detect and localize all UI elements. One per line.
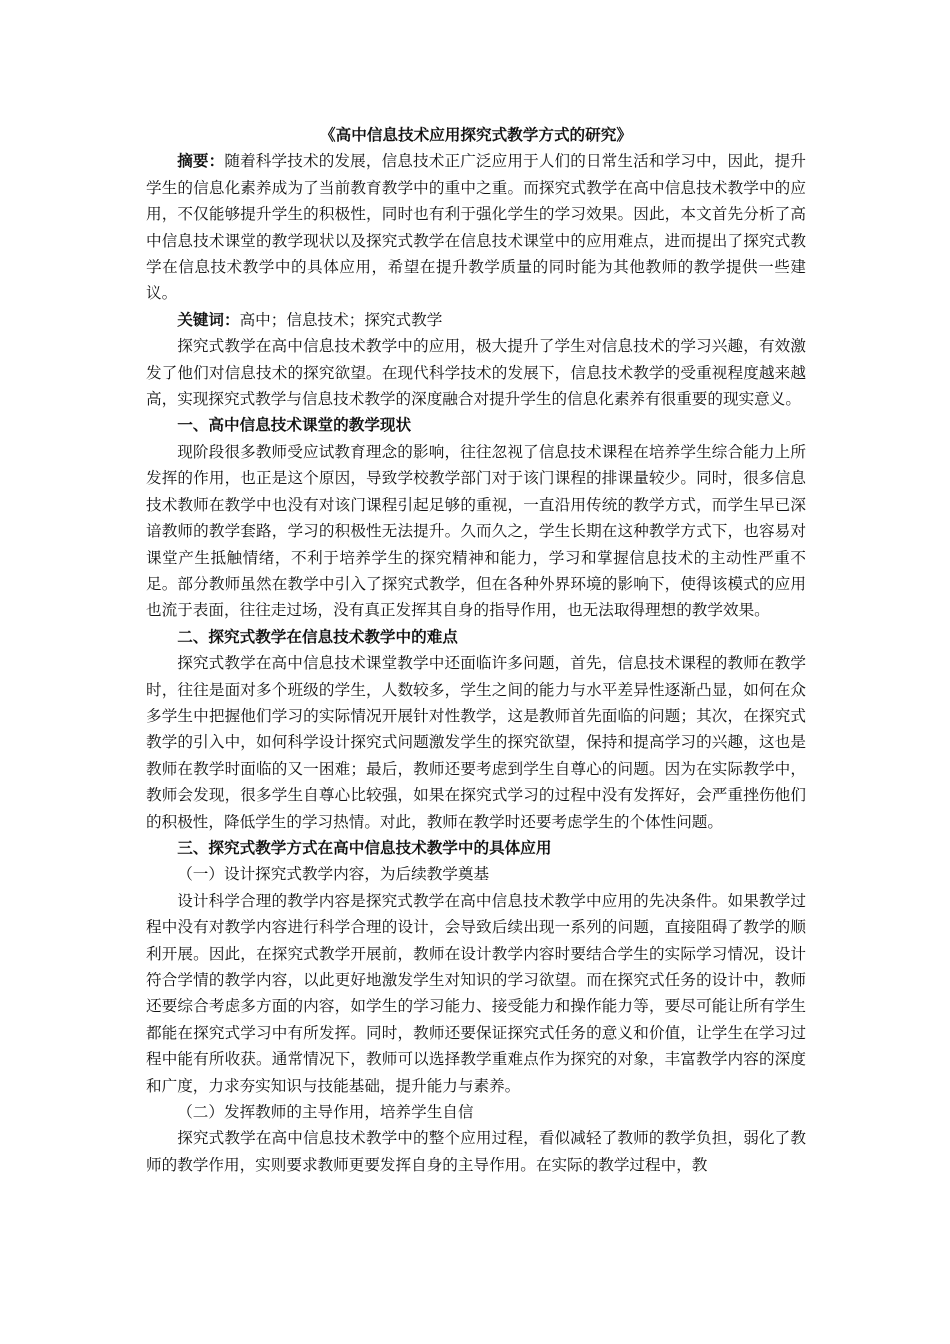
- subsection1-paragraph: 设计科学合理的教学内容是探究式教学在高中信息技术教学中应用的先决条件。如果教学过程中没有对教学内容进行科学合理的设计，会导致后续出现一系列的问题，直接阻碍了教学的顺利开展。因此，在探究式教学开展前，教师在设计教学内容时要结合学生的实际学习情况，设计符合学情的教学内容，以此更好地激发学生对知识的学习欲望。而在探究式任务的设计中，教师还要综合考虑多方面的内容，如学生的学习能力、接受能力和操作能力等，要尽可能让所有学生都能在探究式学习中有所发挥。同时，教师还要保证探究式任务的意义和价值，让学生在学习过程中能有所收获。通常情况下，教师可以选择教学重难点作为探究的对象，丰富教学内容的深度和广度，力求夯实知识与技能基础，提升能力与素养。: [146, 891, 806, 1095]
- intro-paragraph: 探究式教学在高中信息技术教学中的应用，极大提升了学生对信息技术的学习兴趣，有效激发了他们对信息技术的探究欲望。在现代科学技术的发展下，信息技术教学的受重视程度越来越高，实现探究式教学与信息技术教学的深度融合对提升学生的信息化素养有很重要的现实意义。: [146, 337, 806, 409]
- keywords-paragraph: [146, 307, 806, 333]
- subsection2-heading: （二）发挥教师的主导作用，培养学生自信: [177, 1103, 474, 1122]
- abstract-paragraph: [146, 148, 806, 306]
- document-page: [146, 122, 806, 1178]
- section2-paragraph: 探究式教学在高中信息技术课堂教学中还面临许多问题，首先，信息技术课程的教师在教学时，往往是面对多个班级的学生，人数较多，学生之间的能力与水平差异性逐渐凸显，如何在众多学生中把握他们学习的实际情况开展针对性教学，这是教师首先面临的问题；其次，在探究式教学的引入中，如何科学设计探究式问题激发学生的探究欲望，保持和提高学习的兴趣，这也是教师在教学时面临的又一困难；最后，教师还要考虑到学生自尊心的问题。因为在实际教学中，教师会发现，很多学生自尊心比较强，如果在探究式学习的过程中没有发挥好，会严重挫伤他们的积极性，降低学生的学习热情。对此，教师在教学时还要考虑学生的个体性问题。: [146, 654, 806, 831]
- subsection1-heading: （一）设计探究式教学内容，为后续教学奠基: [177, 865, 490, 884]
- document-title: 《高中信息技术应用探究式教学方式的研究》: [320, 126, 632, 144]
- keywords-text: 高中；信息技术；探究式教学: [239, 310, 443, 329]
- section1-paragraph: 现阶段很多教师受应试教育理念的影响，往往忽视了信息技术课程在培养学生综合能力上所发挥的作用，也正是这个原因，导致学校教学部门对于该门课程的排课量较少。同时，很多信息技术教师在教学中也没有对该门课程引起足够的重视，一直沿用传统的教学方式，而学生早已深谙教师的教学套路，学习的积极性无法提升。久而久之，学生长期在这种教学方式下，也容易对课堂产生抵触情绪，不利于培养学生的探究精神和能力，学习和掌握信息技术的主动性严重不足。部分教师虽然在教学中引入了探究式教学，但在各种外界环境的影响下，使得该模式的应用也流于表面，往往走过场，没有真正发挥其自身的指导作用，也无法取得理想的教学效果。: [146, 442, 806, 620]
- section3-heading: 三、探究式教学方式在高中信息技术教学中的具体应用: [177, 838, 552, 857]
- section2-heading: 二、探究式教学在信息技术教学中的难点: [177, 627, 458, 646]
- section1-heading: 一、高中信息技术课堂的教学现状: [177, 416, 412, 435]
- subsection2-paragraph: 探究式教学在高中信息技术教学中的整个应用过程，看似减轻了教师的教学负担，弱化了教师的教学作用，实则要求教师更要发挥自身的主导作用。在实际的教学过程中，教: [146, 1129, 806, 1174]
- abstract-label: 摘要：: [177, 152, 225, 171]
- keywords-label: 关键词：: [177, 310, 240, 329]
- abstract-text: 随着科学技术的发展，信息技术正广泛应用于人们的日常生活和学习中，因此，提升学生的信息化素养成为了当前教育教学中的重中之重。而探究式教学在高中信息技术教学中的应用，不仅能够提升学生的积极性，同时也有利于强化学生的学习效果。因此，本文首先分析了高中信息技术课堂的教学现状以及探究式教学在信息技术课堂中的应用难点，进而提出了探究式教学在信息技术教学中的具体应用，希望在提升教学质量的同时能为其他教师的教学提供一些建议。: [146, 152, 806, 303]
